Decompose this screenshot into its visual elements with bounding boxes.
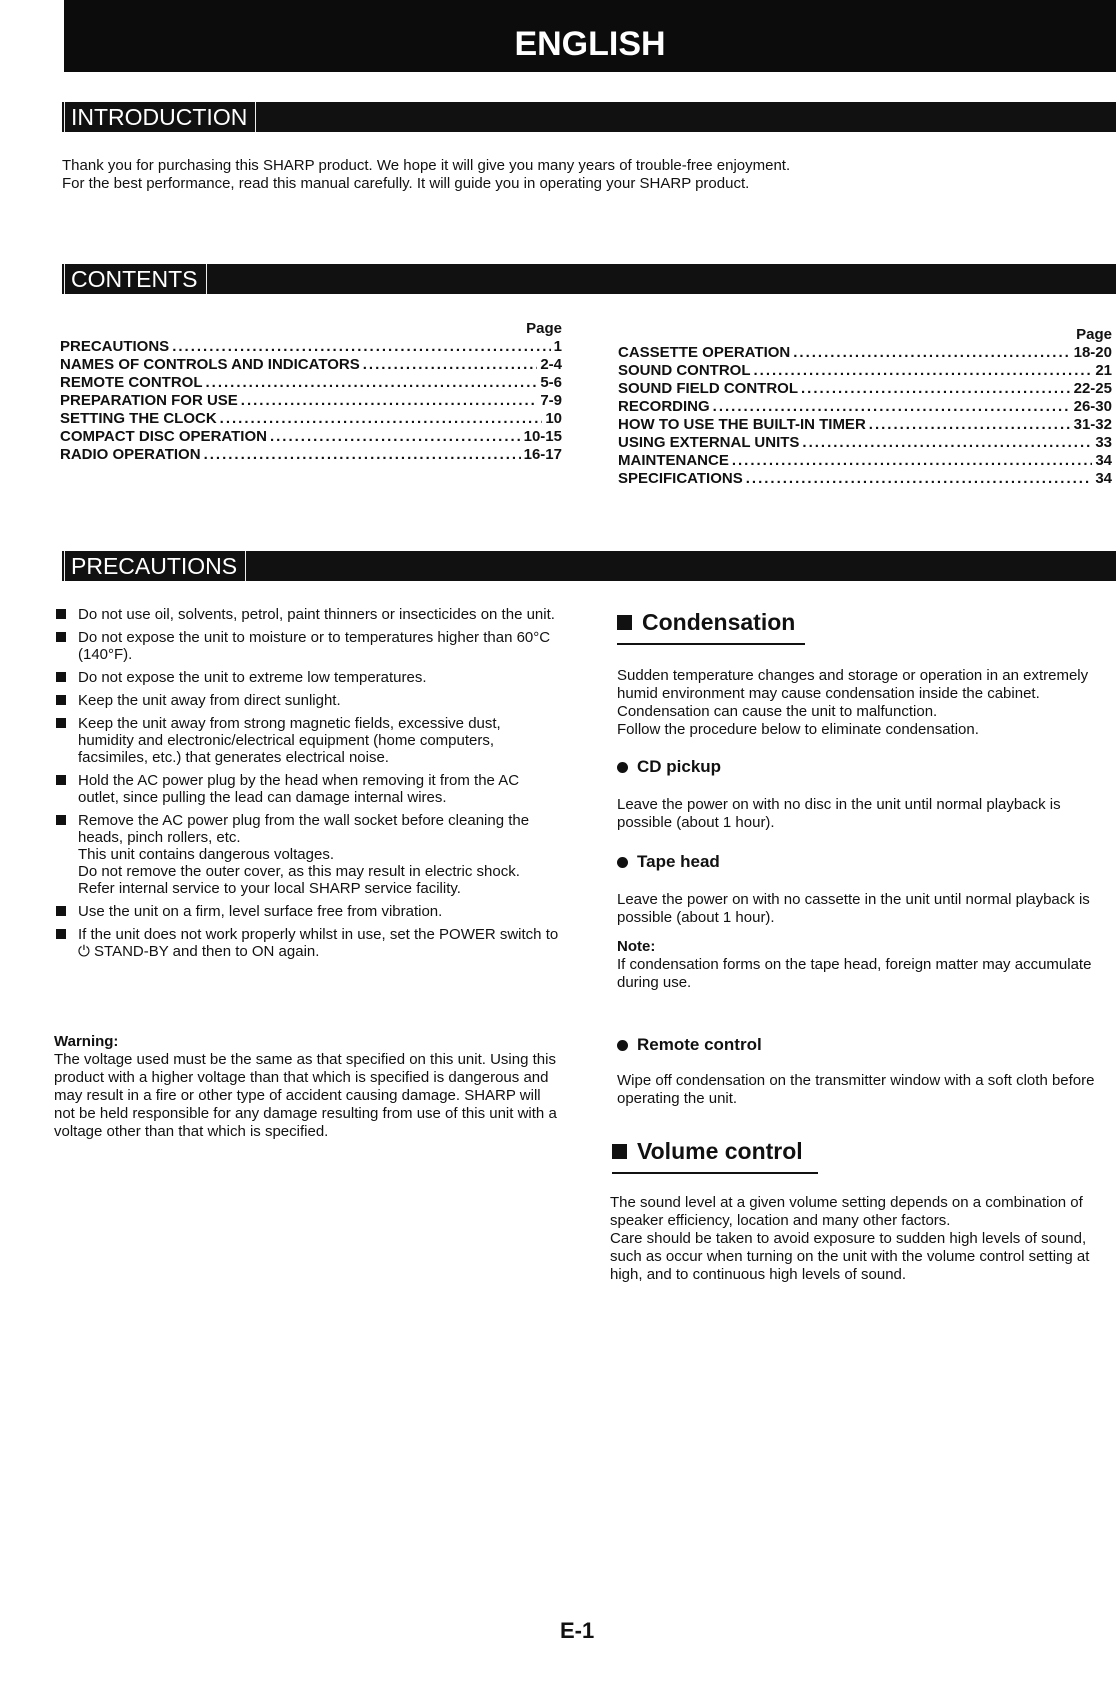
list-item-note: Do not remove the outer cover, as this may result in electric shock. Refer internal service to your local SHARP service facility.	[78, 863, 520, 897]
toc-leader-dots	[713, 398, 1071, 416]
contents-left-column	[60, 320, 562, 464]
toc-entry-title: HOW TO USE THE BUILT-IN TIMER	[618, 416, 866, 433]
bullet-dot-icon	[617, 762, 628, 773]
cd-pickup-heading: CD pickup	[617, 757, 721, 777]
toc-entry-title: COMPACT DISC OPERATION	[60, 428, 267, 445]
precautions-bar	[62, 551, 1116, 581]
toc-entry-page: 18-20	[1073, 344, 1112, 361]
remote-control-text: Wipe off condensation on the transmitter window with a soft cloth before operating the unit.	[617, 1072, 1095, 1107]
introduction-bar	[62, 102, 1116, 132]
toc-entry	[60, 428, 562, 446]
note-text: If condensation forms on the tape head, foreign matter may accumulate during use.	[617, 956, 1092, 991]
contents-bar	[62, 264, 1116, 294]
toc-entry	[60, 338, 562, 356]
toc-entry-page: 2-4	[540, 356, 562, 373]
toc-entry-page: 22-25	[1073, 380, 1112, 397]
toc-entry-title: REMOTE CONTROL	[60, 374, 203, 391]
square-bullet-icon	[56, 718, 66, 728]
toc-entry-title: PRECAUTIONS	[60, 338, 170, 355]
precautions-heading: PRECAUTIONS	[64, 551, 246, 581]
toc-entry	[618, 434, 1112, 452]
toc-entry-page: 7-9	[540, 392, 562, 409]
toc-entry-page: 33	[1095, 434, 1112, 451]
list-item-note: This unit contains dangerous voltages.	[78, 846, 334, 863]
introduction-heading: INTRODUCTION	[64, 102, 256, 132]
list-item: Use the unit on a firm, level surface free from vibration.	[54, 903, 560, 920]
volume-text-2: Care should be taken to avoid exposure to sudden high levels of sound, such as occur when turning on the unit with the volume control setting at high, and to continuous high levels of sound.	[610, 1230, 1090, 1283]
language-header	[64, 0, 1116, 72]
heading-underline	[617, 643, 805, 645]
toc-leader-dots	[801, 380, 1071, 398]
contents-right-column	[618, 326, 1112, 488]
toc-leader-dots	[732, 452, 1092, 470]
toc-entry-page: 10	[545, 410, 562, 427]
remote-control-heading: Remote control	[617, 1035, 762, 1055]
toc-entry-title: RECORDING	[618, 398, 710, 415]
toc-entry	[60, 356, 562, 374]
heading-underline	[612, 1172, 818, 1174]
toc-entry	[618, 362, 1112, 380]
precautions-list	[54, 606, 560, 966]
volume-text-1: The sound level at a given volume setting depends on a combination of speaker efficiency, location and many other factors.	[610, 1194, 1083, 1229]
toc-entry-title: SOUND FIELD CONTROL	[618, 380, 798, 397]
language-title: ENGLISH	[514, 25, 666, 63]
toc-entry-title: CASSETTE OPERATION	[618, 344, 791, 361]
warning-text: The voltage used must be the same as that specified on this unit. Using this product with a higher voltage than that which is specified is dangerous and may result in a fire or other type of accident causing damage. SHARP will not be held responsible for any damage resulting from use of this unit with a voltage other than that which is specified.	[54, 1051, 557, 1140]
square-bullet-icon	[56, 609, 66, 619]
toc-entry-title: RADIO OPERATION	[60, 446, 201, 463]
toc-entry	[60, 392, 562, 410]
toc-leader-dots	[363, 356, 538, 374]
list-item: Hold the AC power plug by the head when removing it from the AC outlet, since pulling the lead can damage internal wires.	[54, 772, 560, 806]
toc-entry-page: 34	[1095, 452, 1112, 469]
contents-heading: CONTENTS	[64, 264, 207, 294]
square-bullet-icon	[56, 632, 66, 642]
toc-entry	[60, 374, 562, 392]
toc-entry-title: SETTING THE CLOCK	[60, 410, 217, 427]
introduction-text	[62, 157, 1062, 193]
toc-leader-dots	[172, 338, 550, 356]
list-item: Keep the unit away from direct sunlight.	[54, 692, 560, 709]
toc-entry-page: 16-17	[523, 446, 562, 463]
toc-entry-page: 31-32	[1073, 416, 1112, 433]
warning-label: Warning:	[54, 1033, 119, 1050]
toc-entry	[618, 398, 1112, 416]
square-bullet-icon	[617, 615, 632, 630]
toc-leader-dots	[220, 410, 543, 428]
toc-entry-page: 21	[1095, 362, 1112, 379]
square-bullet-icon	[56, 906, 66, 916]
toc-leader-dots	[204, 446, 521, 464]
square-bullet-icon	[56, 695, 66, 705]
toc-entry	[60, 410, 562, 428]
bullet-dot-icon	[617, 857, 628, 868]
toc-entry-title: NAMES OF CONTROLS AND INDICATORS	[60, 356, 360, 373]
toc-entry-title: MAINTENANCE	[618, 452, 729, 469]
toc-entry-title: PREPARATION FOR USE	[60, 392, 238, 409]
introduction-line-2: For the best performance, read this manual carefully. It will guide you in operating your SHARP product.	[62, 175, 750, 192]
warning-block	[54, 1033, 558, 1141]
toc-leader-dots	[241, 392, 538, 410]
toc-entry-page: 10-15	[523, 428, 562, 445]
toc-entry-title: SPECIFICATIONS	[618, 470, 743, 487]
condensation-intro-1: Sudden temperature changes and storage or operation in an extremely humid environment may cause condensation inside the cabinet.	[617, 667, 1089, 702]
list-item: Do not use oil, solvents, petrol, paint thinners or insecticides on the unit.	[54, 606, 560, 623]
page-column-label: Page	[526, 320, 562, 337]
toc-entry-title: USING EXTERNAL UNITS	[618, 434, 800, 451]
list-item: If the unit does not work properly whilst in use, set the POWER switch to ⏻ STAND-BY and then to ON again.	[54, 926, 560, 960]
tape-head-text: Leave the power on with no cassette in the unit until normal playback is possible (about 1 hour).	[617, 891, 1090, 926]
bullet-dot-icon	[617, 1040, 628, 1051]
toc-entry-page: 26-30	[1073, 398, 1112, 415]
condensation-intro-3: Follow the procedure below to eliminate condensation.	[617, 721, 979, 738]
list-item: Keep the unit away from strong magnetic fields, excessive dust, humidity and electronic/electrical equipment (home computers, facsimiles, etc.) that generates electrical noise.	[54, 715, 560, 766]
condensation-heading: Condensation	[617, 609, 795, 636]
note-label: Note:	[617, 938, 656, 955]
condensation-intro	[617, 667, 1113, 739]
toc-entry	[618, 416, 1112, 434]
toc-entry-page: 5-6	[540, 374, 562, 391]
page-number: E-1	[560, 1618, 595, 1643]
toc-leader-dots	[746, 470, 1093, 488]
toc-entry-page: 34	[1095, 470, 1112, 487]
toc-entry-page: 1	[553, 338, 562, 355]
condensation-intro-2: Condensation can cause the unit to malfunction.	[617, 703, 938, 720]
toc-leader-dots	[802, 434, 1092, 452]
list-item: Remove the AC power plug from the wall socket before cleaning the heads, pinch rollers, etc. This unit contains dangerous voltages. Do not remove the outer cover, as this may result in electric shock. Refer internal service to your local SHARP service facility.	[54, 812, 560, 897]
list-item: Do not expose the unit to extreme low temperatures.	[54, 669, 560, 686]
volume-control-heading: Volume control	[612, 1138, 803, 1165]
square-bullet-icon	[56, 672, 66, 682]
cd-pickup-text: Leave the power on with no disc in the unit until normal playback is possible (about 1 hour).	[617, 796, 1061, 831]
note-block	[617, 938, 1113, 992]
toc-leader-dots	[754, 362, 1093, 380]
toc-entry	[60, 446, 562, 464]
toc-entry	[618, 470, 1112, 488]
square-bullet-icon	[56, 775, 66, 785]
toc-entry-title: SOUND CONTROL	[618, 362, 751, 379]
volume-control-text	[610, 1194, 1110, 1284]
square-bullet-icon	[56, 815, 66, 825]
page-column-label: Page	[1076, 326, 1112, 343]
toc-leader-dots	[206, 374, 538, 392]
toc-entry	[618, 344, 1112, 362]
introduction-line-1: Thank you for purchasing this SHARP product. We hope it will give you many years of trouble-free enjoyment.	[62, 157, 791, 174]
toc-leader-dots	[270, 428, 521, 446]
square-bullet-icon	[56, 929, 66, 939]
list-item: Do not expose the unit to moisture or to temperatures higher than 60°C (140°F).	[54, 629, 560, 663]
toc-entry	[618, 380, 1112, 398]
tape-head-heading: Tape head	[617, 852, 720, 872]
toc-leader-dots	[793, 344, 1070, 362]
toc-entry	[618, 452, 1112, 470]
square-bullet-icon	[612, 1144, 627, 1159]
toc-leader-dots	[869, 416, 1071, 434]
